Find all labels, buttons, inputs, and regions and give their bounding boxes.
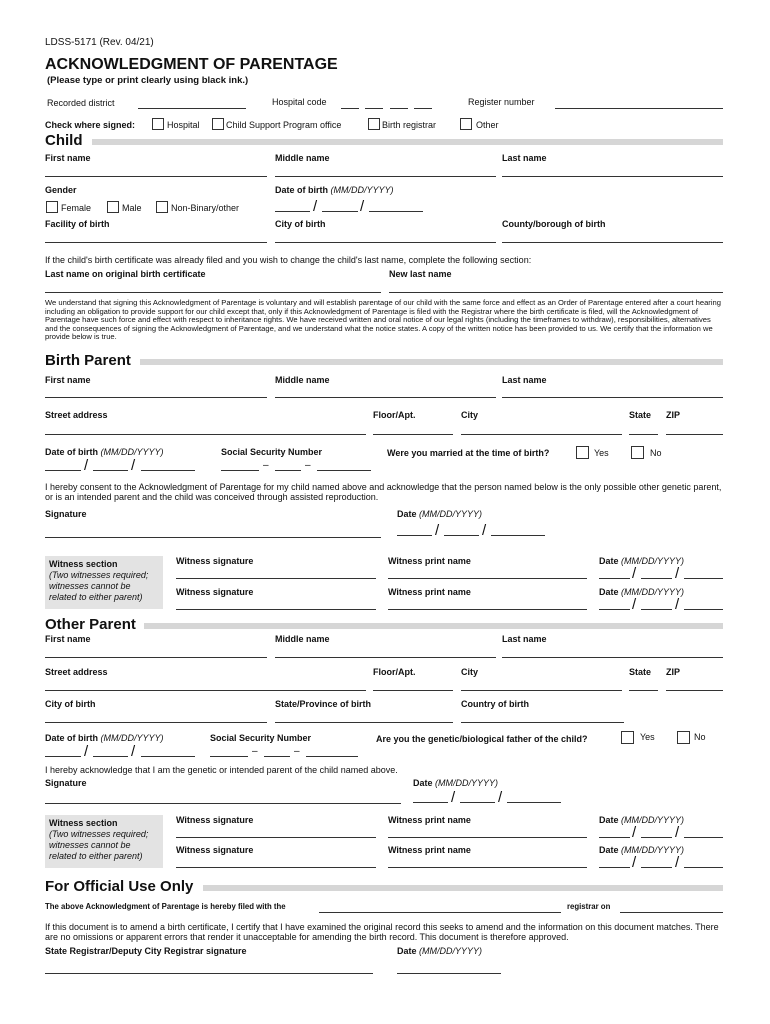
bp-street-label: Street address [45,410,108,420]
op-middle-name-label: Middle name [275,634,330,644]
witness-print-field-2b[interactable] [388,867,587,868]
bp-first-name-label: First name [45,375,91,385]
father-question: Are you the genetic/biological father of the child? [376,734,588,744]
witness-section-2 [45,815,163,868]
official-date-format: (MM/DD/YYYY) [419,946,483,956]
father-no-label: No [694,732,706,742]
checkbox-father-no[interactable] [677,731,690,744]
bp-zip-label: ZIP [666,410,681,420]
nonbinary-label: Non-Binary/other [171,203,240,213]
other-parent-heading-bar [144,623,723,629]
witness-date-text-2b: Date [599,845,619,855]
bp-date-text: Date [397,509,417,519]
witness-print-field-1a[interactable] [388,578,587,579]
bp-zip-field[interactable] [666,434,723,435]
child-facility-label: Facility of birth [45,219,110,229]
witness-date-field-1b[interactable]: / / [599,596,723,610]
op-country-birth-field[interactable] [461,722,624,723]
witness-sig-field-1a[interactable] [176,578,376,579]
married-yes-label: Yes [594,448,609,458]
birth-parent-heading: Birth Parent [45,352,131,369]
form-title: ACKNOWLEDGMENT OF PARENTAGE [45,56,338,73]
witness-note-1: (Two witnesses required; witnesses cannot be related to either parent) [49,570,149,602]
opt-hospital-label: Hospital [167,120,200,130]
child-first-name-field[interactable] [45,176,267,177]
hospital-code-box-2[interactable] [365,108,383,109]
op-state-birth-label: State/Province of birth [275,699,372,709]
other-parent-heading: Other Parent [45,616,136,633]
registrar-on-field[interactable] [620,912,723,913]
op-floor-label: Floor/Apt. [373,667,416,677]
witness-print-label-2a: Witness print name [388,815,471,825]
bp-state-label: State [629,410,652,420]
witness-date-format-2b: (MM/DD/YYYY) [621,845,685,855]
bp-date-format: (MM/DD/YYYY) [419,509,483,519]
op-dob-field[interactable]: / / [45,743,197,757]
op-signature-field[interactable] [45,803,401,804]
child-city-label: City of birth [275,219,326,229]
child-heading-bar [92,139,723,145]
op-city-label: City [461,667,479,677]
bp-city-field[interactable] [461,434,622,435]
official-date-text: Date [397,946,417,956]
original-last-name-label: Last name on original birth certificate [45,269,206,279]
op-zip-label: ZIP [666,667,681,677]
witness-date-text-1b: Date [599,587,619,597]
op-state-label: State [629,667,652,677]
certify-paragraph: If this document is to amend a birth certificate, I certify that I have examined the original record this seeks to amend and the information on this document matches. There are no omissions or apparent errors that render it unacceptable for amending the birth record. This document is therefore approved. [45,922,719,942]
opt-birth-registrar-label: Birth registrar [382,120,437,130]
opt-other-label: Other [476,120,499,130]
op-floor-field[interactable] [373,690,453,691]
witness-note-2: (Two witnesses required; witnesses cannot be related to either parent) [49,829,149,861]
birth-parent-heading-bar [140,359,723,365]
witness-date-field-1a[interactable]: / / [599,565,723,579]
registrar-signature-field[interactable] [45,973,373,974]
child-dob-format: (MM/DD/YYYY) [330,185,394,195]
op-middle-name-field[interactable] [275,657,496,658]
op-dob-format: (MM/DD/YYYY) [100,733,164,743]
op-ack-text: I hereby acknowledge that I am the genetic or intended parent of the child named above. [45,765,398,775]
witness-print-field-1b[interactable] [388,609,587,610]
child-gender-label: Gender [45,185,77,195]
op-country-birth-label: Country of birth [461,699,529,709]
witness-sig-field-2a[interactable] [176,837,376,838]
child-middle-name-field[interactable] [275,176,496,177]
witness-sig-label-1b: Witness signature [176,587,254,597]
father-yes-label: Yes [640,732,655,742]
child-first-name-label: First name [45,153,91,163]
op-city-birth-label: City of birth [45,699,96,709]
child-heading: Child [45,132,83,149]
bp-state-field[interactable] [629,434,658,435]
official-heading: For Official Use Only [45,878,194,895]
checkbox-father-yes[interactable] [621,731,634,744]
op-state-birth-field[interactable] [275,722,453,723]
child-county-field[interactable] [502,242,723,243]
hospital-code-box-4[interactable] [414,108,432,109]
checkbox-married-yes[interactable] [576,446,589,459]
op-first-name-label: First name [45,634,91,644]
bp-middle-name-field[interactable] [275,397,496,398]
child-county-label: County/borough of birth [502,219,606,229]
op-city-field[interactable] [461,690,622,691]
statement-paragraph: We understand that signing this Acknowledgment of Parentage is voluntary and will establish parentage of our child with the same force and effect as an Order of Parentage entered after a court hearing including an obligation to provide support for our child except that, only if this Acknowledgment of Parentage is filed with the Registrar where the birth certificate is filed, will the Acknowledgment of Parentage have such force and effect with respect to inheritance rights. We have received written and oral notice of our legal rights (including the timeframes to withdraw), responsibilities, alternatives and the consequences of signing the Acknowledgment of Parentage, and we understand what the notice states. A copy of the written notice has been provided to us. We certify that the information we provide below is true. [45,298,721,342]
op-last-name-label: Last name [502,634,547,644]
child-last-name-label: Last name [502,153,547,163]
opt-child-support-label: Child Support Program office [226,120,342,130]
op-date-field[interactable]: / / [413,789,563,803]
child-dob-text: Date of birth [275,185,328,195]
filed-with-label: The above Acknowledgment of Parentage is hereby filed with the [45,902,286,911]
witness-date-format-1a: (MM/DD/YYYY) [621,556,685,566]
witness-print-label-2b: Witness print name [388,845,471,855]
bp-dob-label [45,447,164,457]
registrar-on-label: registrar on [567,902,611,911]
op-date-label [413,778,498,788]
op-date-format: (MM/DD/YYYY) [435,778,499,788]
official-heading-bar [203,885,723,891]
recorded-district-label: Recorded district [47,98,115,108]
official-date-label [397,946,482,956]
married-no-label: No [650,448,662,458]
register-number-field[interactable] [555,108,723,109]
child-change-note: If the child's birth certificate was already filed and you wish to change the child's last name, complete the following section: [45,255,532,265]
op-street-label: Street address [45,667,108,677]
new-last-name-label: New last name [389,269,452,279]
form-id: LDSS-5171 (Rev. 04/21) [45,37,154,48]
register-number-label: Register number [468,97,535,107]
witness-print-label-1b: Witness print name [388,587,471,597]
witness-date-format-1b: (MM/DD/YYYY) [621,587,685,597]
op-ssn-field[interactable]: – – [210,743,360,757]
checkbox-hospital[interactable] [152,118,164,130]
witness-sig-label-2a: Witness signature [176,815,254,825]
checkbox-male[interactable] [107,201,119,213]
filed-with-field[interactable] [319,912,561,913]
checkbox-birth-registrar[interactable] [368,118,380,130]
witness-date-field-2a[interactable]: / / [599,824,723,838]
op-ssn-label: Social Security Number [210,733,312,743]
witness-date-field-2b[interactable]: / / [599,854,723,868]
male-label: Male [122,203,142,213]
original-last-name-field[interactable] [45,292,381,293]
checkbox-married-no[interactable] [631,446,644,459]
checkbox-child-support[interactable] [212,118,224,130]
bp-date-field[interactable]: / / [397,522,547,536]
witness-sig-field-1b[interactable] [176,609,376,610]
official-date-field[interactable] [397,973,501,974]
witness-title-2: Witness section [49,818,118,828]
bp-middle-name-label: Middle name [275,375,330,385]
bp-street-field[interactable] [45,434,366,435]
bp-first-name-field[interactable] [45,397,267,398]
form-subtitle: (Please type or print clearly using black ink.) [47,75,249,86]
op-city-birth-field[interactable] [45,722,267,723]
witness-date-text-2a: Date [599,815,619,825]
bp-last-name-field[interactable] [502,397,723,398]
op-signature-label: Signature [45,778,87,788]
witness-date-format-2a: (MM/DD/YYYY) [621,815,685,825]
checkbox-nonbinary[interactable] [156,201,168,213]
child-dob-field[interactable]: / / [275,198,425,212]
op-last-name-field[interactable] [502,657,723,658]
bp-date-label [397,509,482,519]
op-dob-label [45,733,164,743]
op-date-text: Date [413,778,433,788]
bp-city-label: City [461,410,479,420]
recorded-district-field[interactable] [138,108,246,109]
bp-signature-label: Signature [45,509,87,519]
bp-signature-field[interactable] [45,537,381,538]
checkbox-other[interactable] [460,118,472,130]
child-last-name-field[interactable] [502,176,723,177]
bp-ssn-label: Social Security Number [221,447,323,457]
bp-dob-format: (MM/DD/YYYY) [100,447,164,457]
witness-sig-field-2b[interactable] [176,867,376,868]
witness-sig-label-2b: Witness signature [176,845,254,855]
bp-dob-field[interactable]: / / [45,457,197,471]
bp-floor-label: Floor/Apt. [373,410,416,420]
op-zip-field[interactable] [666,690,723,691]
bp-dob-text: Date of birth [45,447,98,457]
registrar-signature-label: State Registrar/Deputy City Registrar signature [45,946,247,956]
female-label: Female [61,203,92,213]
child-dob-label [275,185,394,195]
child-city-field[interactable] [275,242,496,243]
op-first-name-field[interactable] [45,657,267,658]
child-facility-field[interactable] [45,242,267,243]
hospital-code-box-1[interactable] [341,108,359,109]
new-last-name-field[interactable] [389,292,723,293]
witness-print-field-2a[interactable] [388,837,587,838]
bp-last-name-label: Last name [502,375,547,385]
op-state-field[interactable] [629,690,658,691]
witness-sig-label-1a: Witness signature [176,556,254,566]
bp-floor-field[interactable] [373,434,453,435]
check-where-signed-label: Check where signed: [45,120,136,130]
checkbox-female[interactable] [46,201,58,213]
bp-consent-paragraph: I hereby consent to the Acknowledgment of Parentage for my child named above and acknowledge that the person named below is the only possible other genetic parent, or is an intended parent and the child was conceived through assisted reproduction. [45,482,722,502]
child-middle-name-label: Middle name [275,153,330,163]
hospital-code-label: Hospital code [272,97,327,107]
married-question: Were you married at the time of birth? [387,448,550,458]
bp-ssn-field[interactable]: – – [221,457,371,471]
op-street-field[interactable] [45,690,366,691]
witness-print-label-1a: Witness print name [388,556,471,566]
hospital-code-box-3[interactable] [390,108,408,109]
witness-date-text-1a: Date [599,556,619,566]
op-dob-text: Date of birth [45,733,98,743]
witness-title-1: Witness section [49,559,118,569]
witness-section-1 [45,556,163,609]
